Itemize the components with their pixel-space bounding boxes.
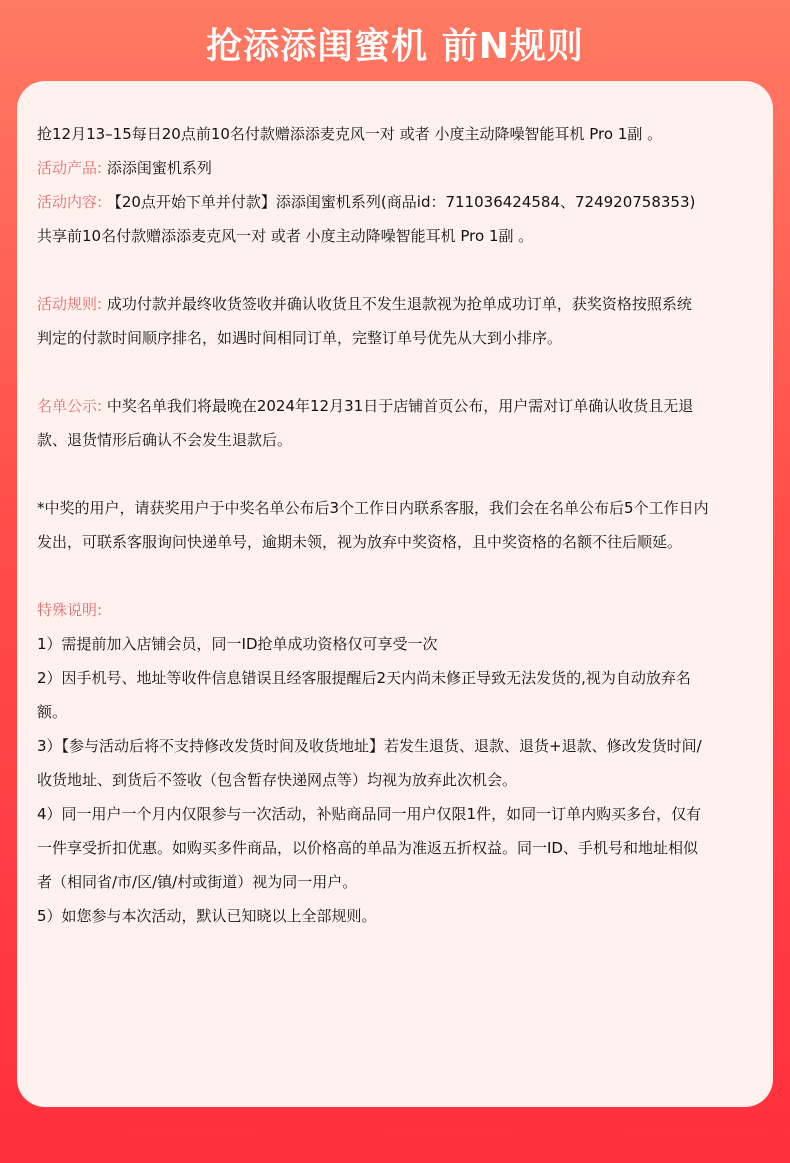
special-item-3: 3）【参与活动后将不支持修改发货时间及收货地址】若发生退货、退款、退货+退款、修改发货时间/ bbox=[37, 737, 702, 755]
content-line bbox=[37, 185, 753, 219]
special-item-4-continued: 一件享受折扣优惠。如购买多件商品，以价格高的单品为准返五折权益。同一ID、手机号和地址相似 bbox=[37, 839, 698, 857]
special-item-4-continued-2: 者（相同省/市/区/镇/村或街道）视为同一用户。 bbox=[37, 873, 358, 891]
spacer bbox=[37, 355, 753, 389]
rules-text-continued: 判定的付款时间顺序排名，如遇时间相同订单，完整订单号优先从大到小排序。 bbox=[37, 329, 563, 347]
spacer bbox=[37, 457, 753, 491]
header bbox=[0, 0, 790, 86]
rules-line bbox=[37, 287, 753, 321]
product-text: 添添闺蜜机系列 bbox=[106, 159, 212, 177]
special-item-2: 2）因手机号、地址等收件信息错误且经客服提醒后2天内尚未修正导致无法发货的,视为自动放弃名 bbox=[37, 669, 691, 687]
special-title: 特殊说明: bbox=[37, 601, 103, 619]
publicity-line bbox=[37, 389, 753, 423]
intro-text: 抢12月13–15每日20点前10名付款赠添添麦克风一对 或者 小度主动降噪智能耳机 Pro 1副 。 bbox=[37, 125, 663, 143]
special-item-3-continued: 收货地址、到货后不签收（包含暂存快递网点等）均视为放弃此次机会。 bbox=[37, 771, 518, 789]
special-item-5: 5）如您参与本次活动，默认已知晓以上全部规则。 bbox=[37, 907, 377, 925]
page-title: 抢添添闺蜜机 前N规则 bbox=[206, 25, 584, 67]
publicity-text: 中奖名单我们将最晚在2024年12月31日于店铺首页公布，用户需对订单确认收货且无退 bbox=[106, 397, 694, 415]
publicity-text-continued: 款、退货情形后确认不会发生退款后。 bbox=[37, 431, 293, 449]
rules-label: 活动规则: bbox=[37, 295, 103, 313]
product-label: 活动产品: bbox=[37, 159, 103, 177]
spacer bbox=[37, 253, 753, 287]
special-item-4: 4）同一用户一个月内仅限参与一次活动，补贴商品同一用户仅限1件，如同一订单内购买多台，仅有 bbox=[37, 805, 702, 823]
spacer bbox=[37, 559, 753, 593]
rules-text: 成功付款并最终收货签收并确认收货且不发生退款视为抢单成功订单，获奖资格按照系统 bbox=[106, 295, 692, 313]
content-label: 活动内容: bbox=[37, 193, 103, 211]
rules-card bbox=[17, 81, 773, 1107]
content-text: 【20点开始下单并付款】添添闺蜜机系列(商品id：711036424584、724920758353) bbox=[106, 193, 696, 211]
winner-note-continued: 发出，可联系客服询问快递单号，逾期未领，视为放弃中奖资格，且中奖资格的名额不往后顺延。 bbox=[37, 533, 683, 551]
special-item-2-continued: 额。 bbox=[37, 703, 68, 721]
product-line bbox=[37, 151, 753, 185]
content-text-continued: 共享前10名付款赠添添麦克风一对 或者 小度主动降噪智能耳机 Pro 1副 。 bbox=[37, 227, 534, 245]
winner-note: *中奖的用户，请获奖用户于中奖名单公布后3个工作日内联系客服，我们会在名单公布后5个工作日内 bbox=[37, 499, 709, 517]
publicity-label: 名单公示: bbox=[37, 397, 103, 415]
special-item-1: 1）需提前加入店铺会员，同一ID抢单成功资格仅可享受一次 bbox=[37, 635, 438, 653]
